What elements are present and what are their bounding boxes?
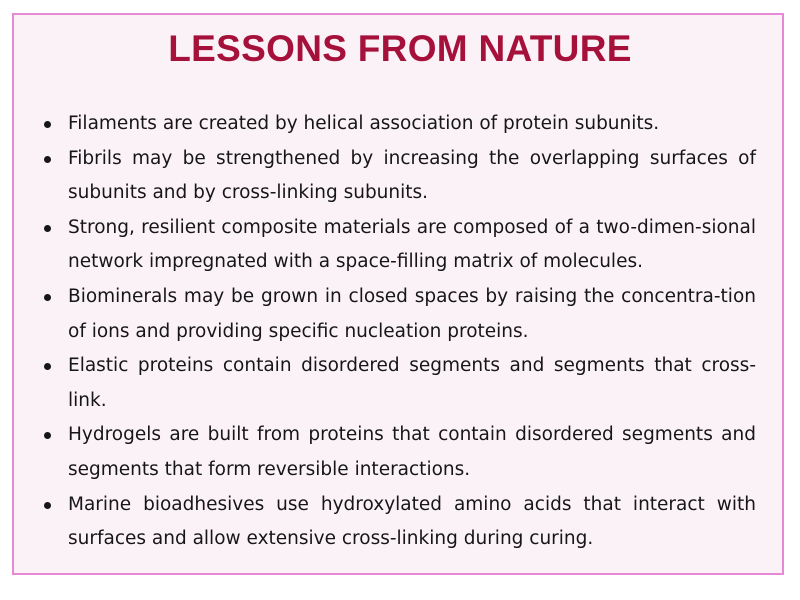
list-item (40, 211, 756, 280)
list-item (40, 418, 756, 487)
list-item (40, 280, 756, 349)
list-item (40, 488, 756, 557)
bullet-icon (44, 156, 51, 163)
page-title: LESSONS FROM NATURE (168, 28, 632, 69)
list-item-text: Filaments are created by helical association of protein subunits. (68, 113, 660, 134)
bullet-icon (44, 432, 51, 439)
list-item-text: Marine bioadhesives use hydroxylated amino acids that interact with surfaces and allow extensive cross-linking during curing. (68, 493, 756, 550)
list-item (40, 107, 756, 142)
list-item-text: Fibrils may be strengthened by increasing the overlapping surfaces of subunits and by cross-linking subunits. (68, 147, 756, 204)
list-item (40, 142, 756, 211)
list-item-text: Hydrogels are built from proteins that contain disordered segments and segments that form reversible interactions. (68, 424, 756, 480)
bullet-icon (44, 121, 51, 128)
bullet-icon (44, 294, 51, 301)
bullet-icon (44, 502, 51, 509)
list-item-text: Biominerals may be grown in closed spaces by raising the concentra-tion of ions and providing specific nucleation proteins. (68, 285, 756, 342)
list-item (40, 349, 756, 418)
list-item-text: Strong, resilient composite materials are composed of a two-dimen-sional network impregnated with a space-filling matrix of molecules. (68, 216, 756, 273)
bullet-list (40, 107, 756, 557)
bullet-icon (44, 225, 51, 232)
list-item-text: Elastic proteins contain disordered segments and segments that cross-link. (68, 355, 756, 411)
bullet-icon (44, 363, 51, 370)
